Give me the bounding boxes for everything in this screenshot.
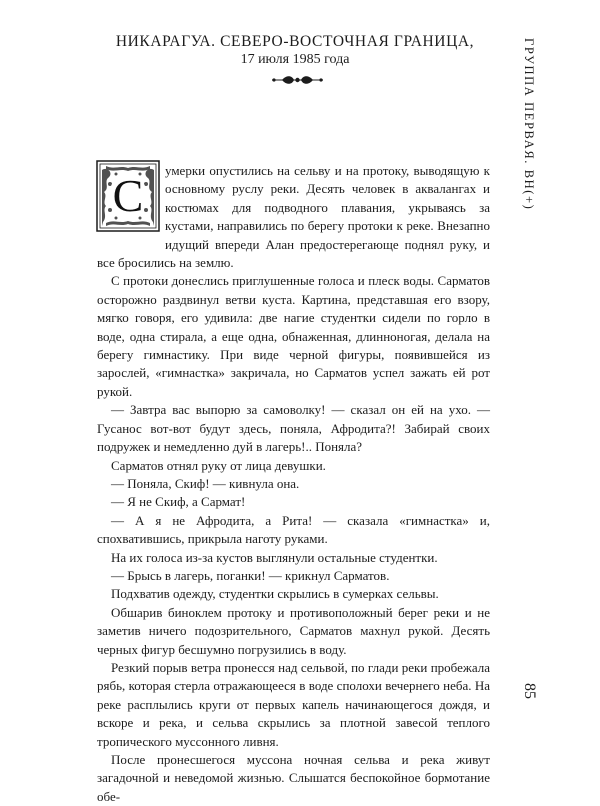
paragraph: — Брысь в лагерь, поганки! — крикнул Сарматов. — [111, 567, 390, 583]
paragraph: После пронесшегося муссона ночная сельва и река живут загадочной и неведомой жизнью. Слышатся беспокойное бормотание обе- — [97, 752, 490, 804]
paragraph: Подхватив одежду, студентки скрылись в сумерках сельвы. — [111, 586, 439, 602]
paragraph: На их голоса из-за кустов выглянули остальные студентки. — [111, 549, 438, 565]
chapter-date: 17 июля 1985 года — [240, 52, 350, 67]
paragraph: — Поняла, Скиф! — кивнула она. — [111, 475, 300, 491]
running-head: ГРУППА ПЕРВАЯ. ВН(+) — [522, 38, 536, 211]
paragraph: умерки опустились на сельву и на протоку, выводящую к основному руслу реки. Десять человек в аквалангах и костюмах для подводного плавания, укрываясь за кустами, направились по берегу протоки к реке. Внезапно идущий впереди Алан предостерегающе поднял руку, и все бросились на землю. — [97, 163, 490, 271]
paragraph: С протоки донеслись приглушенные голоса и плеск воды. Сарматов осторожно раздвинул ветви куста. Картина, представшая его взору, мягко говоря, его удивила: две нагие студентки сидели по горло в воде, одна стирала, а еще одна, обнаженная, длинноногая, делала на берегу гимнастику. При виде черной фигуры, появившейся из зарослей, «гимнастка» закричала, но Сарматов успел зажать ей рот рукой. — [97, 273, 490, 399]
paragraph: Резкий порыв ветра пронесся над сельвой, по глади реки пробежала рябь, которая стерла отражающееся в воде сполохи вечернего неба. На реке расплылись круги от первых капель начинающегося дождя, и вскоре и река, и сельва скрылись за плотной завесой теплого тропического муссонного ливня. — [97, 659, 490, 749]
paragraph: Обшарив биноклем протоку и противоположный берег реки и не заметив ничего подозрительного, Сарматов махнул рукой. Десять черных фигур бесшумно погрузились в воду. — [97, 604, 490, 657]
ornament-divider-icon — [270, 74, 325, 86]
page-number: 85 — [521, 683, 538, 699]
chapter-title: НИКАРАГУА. СЕВЕРО-ВОСТОЧНАЯ ГРАНИЦА, — [115, 33, 475, 50]
paragraph: — А я не Афродита, а Рита! — сказала «гимнастка» и, спохватившись, прикрыла наготу руками. — [97, 512, 490, 547]
paragraph: — Я не Скиф, а Сармат! — [111, 494, 246, 510]
body-text — [97, 162, 490, 806]
drop-cap-letter: С — [112, 170, 144, 221]
paragraph: Сарматов отнял руку от лица девушки. — [111, 457, 326, 473]
paragraph: — Завтра вас выпорю за самоволку! — сказал он ей на ухо. — Гусанос вот-вот будут здесь, поняла, Афродита?! Забирай своих подружек и немедленно дуй в лагерь!.. Поняла? — [97, 402, 490, 455]
